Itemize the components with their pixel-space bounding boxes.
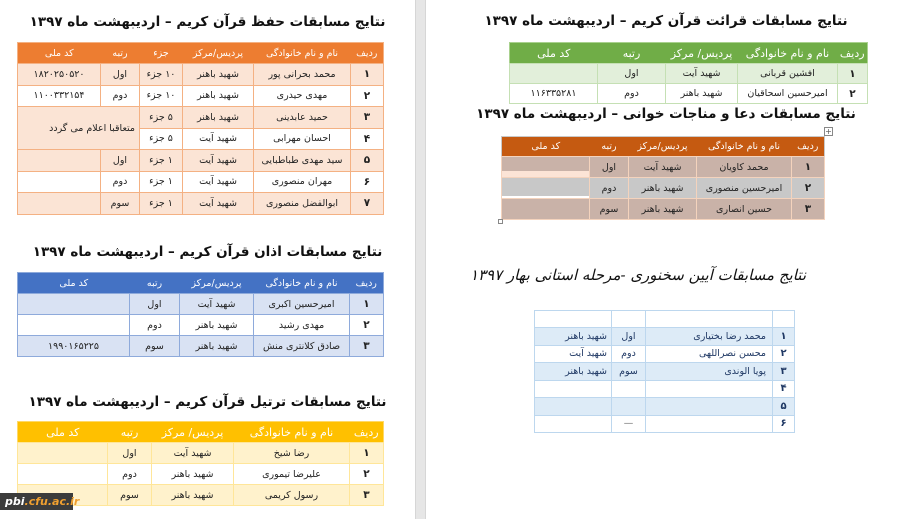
joz: ۵ جزء (140, 128, 183, 150)
row-number: ۲ (838, 84, 868, 104)
header-national-code: کد ملی (18, 43, 101, 64)
campus: شهید باهنر (183, 107, 254, 129)
campus: شهید باهنر (152, 485, 234, 506)
campus: شهید آیت (535, 345, 612, 363)
table-row (18, 150, 384, 172)
row-number: ۵ (351, 150, 384, 172)
cell-stripe (502, 171, 589, 177)
participant-name: رضا شیخ (234, 443, 350, 464)
participant-name: صادق کلانتری منش (254, 336, 350, 357)
participant-name: محسن نصراللهی (646, 345, 773, 363)
campus: شهید باهنر (152, 464, 234, 485)
campus: شهید باهنر (629, 199, 697, 220)
table-row (502, 157, 825, 178)
national-code (510, 64, 598, 84)
header-rank: رتبه (101, 43, 140, 64)
row-number: ۲ (792, 178, 825, 199)
participant-name: امیرحسین اسحاقیان (738, 84, 838, 104)
table-row (535, 398, 795, 416)
table-row (535, 345, 795, 363)
row-number: ۱ (838, 64, 868, 84)
campus: شهید آیت (666, 64, 738, 84)
row-number: ۷ (351, 193, 384, 215)
watermark-prefix: pbi (5, 495, 25, 508)
rank: سوم (108, 485, 152, 506)
table-row (535, 380, 795, 398)
national-code (18, 150, 101, 172)
campus: شهید باهنر (535, 328, 612, 346)
header-radif: ردیف (792, 137, 825, 157)
header-radif: ردیف (773, 311, 795, 328)
header-name: نام و نام خانوادگی (738, 43, 838, 64)
monajat-title: نتایج مسابقات دعا و مناجات خوانی – اردیبهشت ماه ۱۳۹۷ (476, 106, 856, 122)
sokhanvari-results-table (534, 310, 795, 433)
participant-name: رسول کریمی (234, 485, 350, 506)
table-row (510, 84, 868, 104)
national-code (502, 199, 590, 220)
joz: ۱ جزء (140, 193, 183, 215)
participant-name: احسان مهرابی (254, 128, 351, 150)
campus: شهید آیت (183, 171, 254, 193)
national-code (18, 443, 108, 464)
campus: شهید باهنر (180, 315, 254, 336)
row-number: ۴ (351, 128, 384, 150)
header-national-code: کد ملی (18, 273, 130, 294)
row-number: ۱ (792, 157, 825, 178)
header-radif: ردیف (350, 422, 384, 443)
table-row (502, 178, 825, 199)
participant-name: حمید عابدینی (254, 107, 351, 129)
row-number: ۱ (350, 294, 384, 315)
header-campus: پردیس/ مرکز (666, 43, 738, 64)
row-number: ۳ (773, 363, 795, 381)
participant-name: افشین قربانی (738, 64, 838, 84)
rank: اول (598, 64, 666, 84)
table-row (535, 415, 795, 433)
campus: شهید باهنر (666, 84, 738, 104)
table-row (535, 363, 795, 381)
page-separator (415, 0, 426, 519)
table-row (18, 193, 384, 215)
row-number: ۳ (792, 199, 825, 220)
row-number: ۲ (773, 345, 795, 363)
table-row (535, 328, 795, 346)
rank: دوم (130, 315, 180, 336)
rank: دوم (101, 171, 140, 193)
table-header-row (18, 273, 384, 294)
rank: دوم (108, 464, 152, 485)
campus: شهید آیت (180, 294, 254, 315)
header-campus: پردیس/مرکز (535, 311, 612, 328)
campus: شهید آیت (183, 128, 254, 150)
campus: شهید باهنر (183, 64, 254, 86)
rank: اول (101, 150, 140, 172)
row-number: ۲ (350, 315, 384, 336)
rank: دوم (590, 178, 629, 199)
document-page-right (426, 0, 900, 519)
document-page-left (0, 0, 415, 519)
header-name: نام و نام خانوادگی (646, 311, 773, 328)
table-header-row (18, 422, 384, 443)
watermark-domain: .cfu.ac.ir (24, 495, 80, 508)
campus (535, 380, 612, 398)
header-radif: ردیف (838, 43, 868, 64)
header-campus: پردیس/مرکز (183, 43, 254, 64)
campus: شهید باهنر (629, 178, 697, 199)
header-joz: جزء (140, 43, 183, 64)
campus: شهید آیت (183, 150, 254, 172)
table-row (18, 443, 384, 464)
participant-name (646, 415, 773, 433)
rank: اول (108, 443, 152, 464)
national-code (18, 171, 101, 193)
campus: شهید آیت (152, 443, 234, 464)
participant-name: مهدی رشید (254, 315, 350, 336)
participant-name: سید مهدی طباطبایی (254, 150, 351, 172)
header-name: نام و نام خانوادگی (254, 43, 351, 64)
table-row (18, 85, 384, 107)
header-campus: پردیس/مرکز (629, 137, 697, 157)
table-header-row (502, 137, 825, 157)
campus (535, 415, 612, 433)
participant-name: محمد کاویان (697, 157, 792, 178)
row-number: ۱ (773, 328, 795, 346)
national-code (18, 464, 108, 485)
table-row (18, 464, 384, 485)
header-radif: ردیف (351, 43, 384, 64)
campus: شهید آیت (183, 193, 254, 215)
header-rank: رتبه (598, 43, 666, 64)
participant-name: حسین انصاری (697, 199, 792, 220)
table-row (18, 171, 384, 193)
participant-name: مهران منصوری (254, 171, 351, 193)
national-code (18, 193, 101, 215)
rank: اول (130, 294, 180, 315)
row-number: ۳ (351, 107, 384, 129)
header-name: نام و نام خانوادگی (254, 273, 350, 294)
rank (612, 398, 646, 416)
header-rank: رتبه (612, 311, 646, 328)
header-name: نام و نام خانوادگی (234, 422, 350, 443)
header-rank: رتبه (590, 137, 629, 157)
rank: سوم (590, 199, 629, 220)
national-code (18, 315, 130, 336)
row-number: ۲ (350, 464, 384, 485)
rank: سوم (101, 193, 140, 215)
campus: شهید باهنر (535, 363, 612, 381)
joz: ۱ جزء (140, 150, 183, 172)
row-number: ۲ (351, 85, 384, 107)
participant-name: مهدی حیدری (254, 85, 351, 107)
participant-name: محمد بحرانی پور (254, 64, 351, 86)
campus (535, 398, 612, 416)
table-row (510, 64, 868, 84)
header-name: نام و نام خانوادگی (697, 137, 792, 157)
national-code: ۱۹۹۰۱۶۵۲۲۵ (18, 336, 130, 357)
participant-name: ابوالفضل منصوری (254, 193, 351, 215)
azan-results-table (17, 272, 384, 357)
header-national-code: کد ملی (502, 137, 590, 157)
row-number: ۶ (773, 415, 795, 433)
campus: شهید آیت (629, 157, 697, 178)
header-campus: پردیس/مرکز (180, 273, 254, 294)
header-rank: رتبه (108, 422, 152, 443)
participant-name (646, 380, 773, 398)
header-rank: رتبه (130, 273, 180, 294)
national-code (18, 294, 130, 315)
rank: دوم (612, 345, 646, 363)
participant-name: امیرحسین اکبری (254, 294, 350, 315)
rank: سوم (612, 363, 646, 381)
hefz-results-table (17, 42, 384, 215)
participant-name (646, 398, 773, 416)
national-code (502, 157, 590, 178)
rank: دوم (598, 84, 666, 104)
row-number: ۱ (351, 64, 384, 86)
rank: دوم (101, 85, 140, 107)
joz: ۱۰ جزء (140, 85, 183, 107)
national-code: ۱۱۰۰۳۳۲۱۵۴ (18, 85, 101, 107)
row-number: ۶ (351, 171, 384, 193)
rank: اول (612, 328, 646, 346)
table-row (18, 336, 384, 357)
campus: شهید باهنر (180, 336, 254, 357)
rank (612, 380, 646, 398)
row-number: ۵ (773, 398, 795, 416)
campus: شهید باهنر (183, 85, 254, 107)
header-national-code: کد ملی (18, 422, 108, 443)
qeraat-title: نتایج مسابقات قرائت قرآن کریم – اردیبهشت ماه ۱۳۹۷ (484, 13, 848, 29)
participant-name: محمد رضا بختیاری (646, 328, 773, 346)
table-row (502, 199, 825, 220)
table-header-row (535, 311, 795, 328)
sokhanvari-title: نتایج مسابقات آیین سخنوری -مرحله استانی بهار ۱۳۹۷ (469, 266, 806, 284)
rank: سوم (130, 336, 180, 357)
header-national-code: کد ملی (510, 43, 598, 64)
row-number: ۴ (773, 380, 795, 398)
joz: ۱۰ جزء (140, 64, 183, 86)
site-watermark (0, 493, 80, 510)
header-campus: پردیس/ مرکز (152, 422, 234, 443)
table-move-handle-icon[interactable]: + (825, 127, 832, 136)
qeraat-results-table (509, 42, 868, 104)
participant-name: علیرضا تیموری (234, 464, 350, 485)
row-number: ۳ (350, 336, 384, 357)
hefz-title: نتایج مسابقات حفظ قرآن کریم – اردیبهشت ماه ۱۳۹۷ (29, 14, 386, 30)
header-radif: ردیف (350, 273, 384, 294)
azan-title: نتایج مسابقات اذان قرآن کریم – اردیبهشت ماه ۱۳۹۷ (32, 244, 383, 260)
joz: ۵ جزء (140, 107, 183, 129)
rank: اول (101, 64, 140, 86)
joz: ۱ جزء (140, 171, 183, 193)
national-code (502, 178, 590, 199)
national-code: ۱۸۲۰۲۵۰۵۲۰ (18, 64, 101, 86)
merged-note: متعاقبا اعلام می گردد (18, 107, 140, 150)
table-resize-handle[interactable] (498, 219, 503, 224)
monajat-results-table (501, 136, 825, 220)
table-row (18, 107, 384, 129)
row-number: ۱ (350, 443, 384, 464)
row-number: ۳ (350, 485, 384, 506)
rank: — (612, 415, 646, 433)
table-header-row (510, 43, 868, 64)
table-row (18, 294, 384, 315)
table-row (18, 64, 384, 86)
rank: اول (590, 157, 629, 178)
participant-name: پویا الوندی (646, 363, 773, 381)
national-code: ۱۱۶۳۳۵۲۸۱ (510, 84, 598, 104)
participant-name: امیرحسین منصوری (697, 178, 792, 199)
table-row (18, 315, 384, 336)
tartil-title: نتایج مسابقات ترتیل قرآن کریم – اردیبهشت ماه ۱۳۹۷ (28, 394, 387, 410)
table-header-row (18, 43, 384, 64)
